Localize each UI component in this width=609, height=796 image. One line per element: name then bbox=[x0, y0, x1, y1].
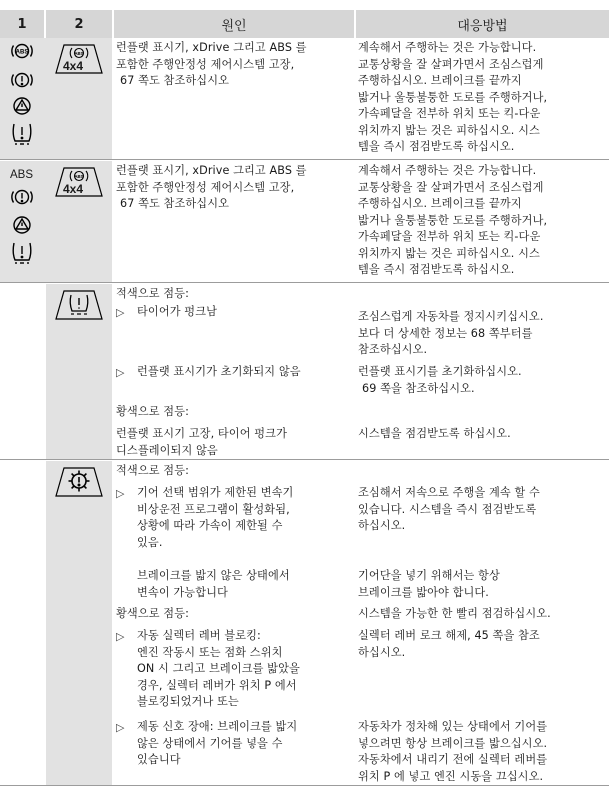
bullet-triangle-icon: ▷ bbox=[116, 487, 125, 500]
row1-action-line: 교통상황을 잘 살펴가면서 조심스럽게 bbox=[358, 57, 544, 71]
row2-action-line: 템을 즉시 점검받도록 하십시오. bbox=[358, 263, 515, 276]
row2-cause-line: 포함한 주행안정성 제어시스템 고장, bbox=[116, 180, 295, 194]
row1-cause-line: 런플랫 표시기, xDrive 그리고 ABS 를 bbox=[116, 41, 307, 54]
header-cause: 원인 bbox=[114, 10, 354, 38]
row4-item4-action-line: 위치 P 에 넣고 엔진 시동을 끄십시오. bbox=[358, 769, 544, 783]
row4-item4-action-line: 자동차에서 내리기 전에 실렉터 레버를 bbox=[358, 753, 548, 766]
row4-item1-action-line: 조심해서 저속으로 주행을 계속 할 수 bbox=[358, 486, 540, 499]
row3-item1-cause: 타이어가 펑크남 bbox=[137, 305, 218, 318]
abs-circle-icon bbox=[12, 45, 32, 58]
row4-red-heading: 적색으로 점등: bbox=[116, 464, 189, 477]
row3-flat-tire-icon bbox=[52, 288, 106, 322]
row4-yellow-action: 시스템을 가능한 한 빨리 점검하십시오. bbox=[358, 607, 551, 620]
row1-cause-line: 67 쪽도 참조하십시오 bbox=[120, 74, 230, 87]
row4-item4-cause-line: 않은 상태에서 기어를 넣을 수 bbox=[137, 736, 283, 750]
row3-item1-action-line: 보다 더 상세한 정보는 68 쪽부터를 bbox=[358, 326, 533, 340]
header-action: 대응방법 bbox=[356, 10, 609, 38]
row-divider bbox=[0, 459, 609, 460]
row3-item3-cause-line: 디스플레이되지 않음 bbox=[116, 443, 218, 457]
row1-action-line: 템을 즉시 점검받도록 하십시오. bbox=[358, 140, 515, 153]
row4-item4-action-line: 넣으려면 항상 브레이크를 밟으십시오. bbox=[358, 736, 548, 750]
row4-item3-action-line: 하십시오. bbox=[358, 645, 406, 659]
row2-action-line: 주행하십시오. 브레이크를 끝까지 bbox=[358, 197, 522, 210]
row4-item1-action-line: 하십시오. bbox=[358, 519, 406, 532]
row4-item4-cause-line: 있습니다 bbox=[137, 753, 181, 766]
row3-item3-action: 시스템을 점검받도록 하십시오. bbox=[358, 427, 511, 440]
row1-col1-icons bbox=[5, 42, 39, 158]
row2-action-line: 가속페달을 전부하 위치 또는 킥-다운 bbox=[358, 230, 541, 243]
row2-cause-line: 67 쪽도 참조하십시오 bbox=[120, 197, 230, 210]
row1-cause-line: 포함한 주행안정성 제어시스템 고장, bbox=[116, 57, 295, 71]
row4-item4-action-line: 자동차가 정차해 있는 상태에서 기어를 bbox=[358, 720, 548, 733]
row2-4x4-label: 4x4 bbox=[63, 182, 84, 196]
svg-text:ABS: ABS bbox=[15, 49, 29, 56]
row3-item3-cause-line: 런플랫 표시기 고장, 타이어 펑크가 bbox=[116, 427, 287, 440]
row1-4x4-label: 4x4 bbox=[63, 59, 84, 73]
row4-icon-bg bbox=[46, 461, 112, 785]
row3-item1-action-line: 참조하십시오. bbox=[358, 343, 428, 356]
row2-action-line: 밟거나 울퉁불퉁한 도로를 주행하거나, bbox=[358, 213, 548, 227]
row2-col1-icons bbox=[5, 183, 39, 273]
row3-item2-action-line: 69 쪽을 참조하십시오. bbox=[362, 381, 475, 395]
flat-tire-icon bbox=[13, 124, 31, 144]
row4-transmission-gear-icon bbox=[52, 465, 106, 499]
row4-item1-cause-line: 기어 선택 범위가 제한된 변속기 bbox=[137, 486, 294, 499]
bullet-triangle-icon: ▷ bbox=[116, 721, 125, 734]
row1-action-line: 위치까지 밟는 것은 피하십시오. 시스 bbox=[358, 123, 540, 137]
row-divider bbox=[0, 159, 609, 160]
row3-item2-action-line: 런플랫 표시기를 초기화하십시오. bbox=[358, 365, 522, 378]
row4-item3-cause-line: 자동 실렉터 레버 블로킹: bbox=[137, 629, 261, 642]
brake-warning-icon bbox=[12, 74, 32, 87]
header-col2: 2 bbox=[46, 10, 112, 38]
row4-yellow-heading: 황색으로 점등: bbox=[116, 607, 189, 620]
row-divider bbox=[0, 282, 609, 283]
row2-abs-text: ABS bbox=[10, 169, 34, 181]
row4-item2-cause-line: 변속이 가능합니다 bbox=[137, 585, 228, 599]
row4-item3-cause-line: 블로킹되었거나 또는 bbox=[137, 695, 239, 708]
row4-item1-cause-line: 있음. bbox=[137, 535, 163, 549]
row1-action-line: 가속페달을 전부하 위치 또는 킥-다운 bbox=[358, 107, 541, 120]
svg-text:ABS: ABS bbox=[74, 174, 84, 179]
bullet-triangle-icon: ▷ bbox=[116, 630, 125, 643]
row1-action-line: 밟거나 울퉁불퉁한 도로를 주행하거나, bbox=[358, 90, 548, 104]
row-divider bbox=[0, 785, 609, 786]
bullet-triangle-icon: ▷ bbox=[116, 306, 125, 319]
row4-item2-action-line: 브레이크를 밟아야 합니다. bbox=[358, 585, 489, 599]
row3-item2-cause: 런플랫 표시기가 초기화되지 않음 bbox=[137, 365, 301, 378]
row4-item1-action-line: 있습니다. 시스템을 즉시 점검받도록 bbox=[358, 502, 537, 516]
dsc-warning-triangle-icon bbox=[14, 217, 30, 233]
row3-yellow-heading: 황색으로 점등: bbox=[116, 405, 189, 418]
row4-item3-cause-line: 경우, 실렉터 레버가 위치 P 에서 bbox=[137, 678, 297, 692]
svg-text:ABS: ABS bbox=[74, 51, 84, 56]
row3-red-heading: 적색으로 점등: bbox=[116, 287, 189, 300]
row1-action-line: 주행하십시오. 브레이크를 끝까지 bbox=[358, 74, 522, 87]
row4-item2-cause-line: 브레이크를 밟지 않은 상태에서 bbox=[137, 569, 290, 582]
row4-item3-cause-line: ON 시 그리고 브레이크를 밟았을 bbox=[137, 662, 300, 675]
brake-warning-icon bbox=[12, 191, 32, 204]
header-col1: 1 bbox=[0, 10, 44, 38]
bullet-triangle-icon: ▷ bbox=[116, 366, 125, 379]
row4-item1-cause-line: 비상운전 프로그램이 활성화됨, bbox=[137, 502, 290, 516]
row4-item1-cause-line: 상황에 따라 가속이 제한될 수 bbox=[137, 519, 283, 532]
row3-item1-action-line: 조심스럽게 자동차를 정지시키십시오. bbox=[358, 310, 544, 323]
row2-action-line: 교통상황을 잘 살펴가면서 조심스럽게 bbox=[358, 180, 544, 194]
row4-item3-action-line: 실렉터 레버 로크 해제, 45 쪽을 참조 bbox=[358, 629, 540, 642]
dsc-warning-triangle-icon bbox=[14, 98, 30, 114]
row2-action-line: 위치까지 밟는 것은 피하십시오. 시스 bbox=[358, 246, 540, 260]
row4-item3-cause-line: 엔진 작동시 또는 점화 스위치 bbox=[137, 645, 283, 659]
row2-action-line: 계속해서 주행하는 것은 가능합니다. bbox=[358, 164, 537, 177]
row4-item2-action-line: 기어단을 넣기 위해서는 항상 bbox=[358, 569, 500, 582]
flat-tire-icon bbox=[13, 243, 31, 263]
row1-action-line: 계속해서 주행하는 것은 가능합니다. bbox=[358, 41, 537, 54]
row4-item4-cause-line: 제동 신호 장애: 브레이크를 밟지 bbox=[137, 720, 298, 733]
row2-cause-line: 런플랫 표시기, xDrive 그리고 ABS 를 bbox=[116, 164, 307, 177]
